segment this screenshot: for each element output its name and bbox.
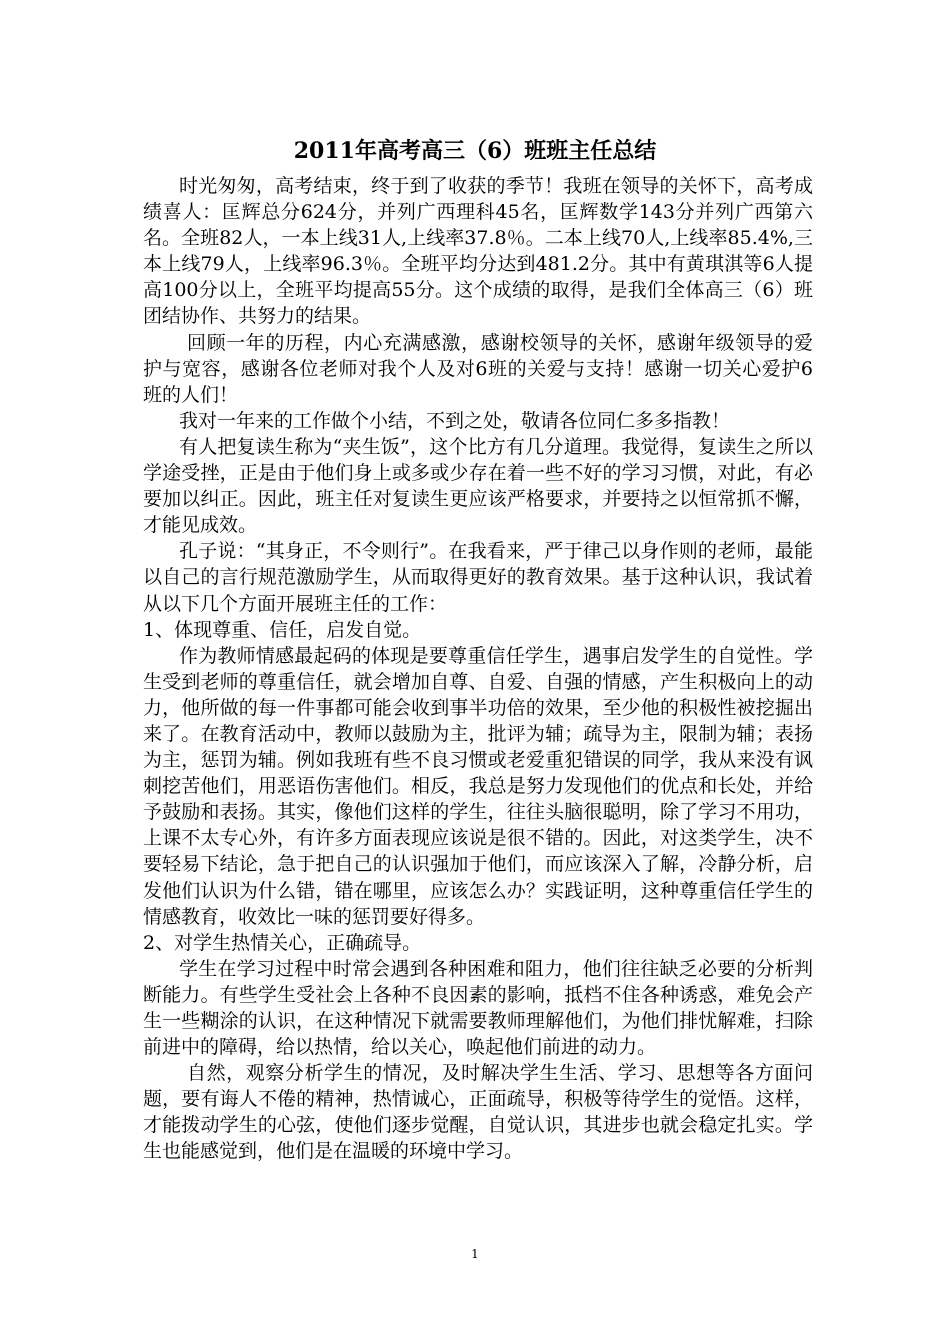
document-title: 2011年高考高三（6）班班主任总结: [293, 138, 657, 164]
section-heading-2: 2、对学生热情关心，正确疏导。: [143, 931, 422, 954]
paragraph-intro: 时光匆匆，高考结束，终于到了收获的季节！我班在领导的关怀下，高考成绩喜人：匡辉总分624分，并列广西理科45名，匡辉数学143分并列广西第六名。全班82人，一本上线31人,上线率37.8％。二本上线70人,上线率85.4%,三本上线79人，上线率96.3％。全班平均分达到481.2分。其中有黄琪淇等6人提高100分以上，全班平均提高55分。这个成绩的取得，是我们全体高三（6）班团结协作、共努力的结果。: [143, 175, 813, 328]
paragraph-confucius: 孔子说：“其身正，不令则行”。在我看来，严于律己以身作则的老师，最能以自己的言行规范激励学生，从而取得更好的教育效果。基于这种认识，我试着从以下几个方面开展班主任的工作：: [143, 540, 813, 615]
paragraph-respect-trust: 作为教师情感最起码的体现是要尊重信任学生，遇事启发学生的自觉性。学生受到老师的尊重信任，就会增加自尊、自爱、自强的情感，产生积极向上的动力，他所做的每一件事都可能会收到事半功倍的效果，至少他的积极性被挖掘出来了。在教育活动中，教师以鼓励为主，批评为辅；疏导为主，限制为辅；表扬为主，惩罚为辅。例如我班有些不良习惯或老爱重犯错误的同学，我从来没有讽刺挖苦他们，用恶语伤害他们。相反，我总是努力发现他们的优点和长处，并给予鼓励和表扬。其实，像他们这样的学生，往往头脑很聪明，除了学习不用功，上课不太专心外，有许多方面表现应该说是很不错的。因此，对这类学生，决不要轻易下结论，急于把自己的认识强加于他们，而应该深入了解，冷静分析，启发他们认识为什么错，错在哪里，应该怎么办？实践证明，这种尊重信任学生的情感教育，收效比一味的惩罚要好得多。: [143, 644, 813, 928]
paragraph-care-guidance: 学生在学习过程中时常会遇到各种困难和阻力，他们往往缺乏必要的分析判断能力。有些学生受社会上各种不良因素的影响，抵档不住各种诱惑，难免会产生一些糊涂的认识，在这种情况下就需要教师理解他们，为他们排忧解难，扫除前进中的障碍，给以热情，给以关心，唤起他们前进的动力。: [143, 957, 813, 1059]
section-heading-1: 1、体现尊重、信任，启发自觉。: [143, 618, 422, 641]
paragraph-repeat-students: 有人把复读生称为“夹生饭”，这个比方有几分道理。我觉得，复读生之所以学途受挫，正是由于他们身上或多或少存在着一些不好的学习习惯，对此，有必要加以纠正。因此，班主任对复读生更应该严格要求，并要持之以恒常抓不懈，才能见成效。: [143, 435, 813, 537]
document-body: [143, 173, 813, 1165]
paragraph-summary-note: 我对一年来的工作做个小结，不到之处，敬请各位同仁多多指教！: [179, 409, 731, 432]
paragraph-observation: 自然，观察分析学生的情况，及时解决学生生活、学习、思想等各方面问题，要有诲人不倦的精神，热情诚心，正面疏导，积极等待学生的觉悟。这样，才能拨动学生的心弦，使他们逐步觉醒，自觉认识，其进步也就会稳定扎实。学生也能感觉到，他们是在温暖的环境中学习。: [143, 1062, 813, 1163]
page-number: 1: [471, 1247, 479, 1261]
paragraph-gratitude: 回顾一年的历程，内心充满感激，感谢校领导的关怀，感谢年级领导的爱护与宽容，感谢各位老师对我个人及对6班的关爱与支持！感谢一切关心爱护6班的人们！: [143, 331, 813, 406]
